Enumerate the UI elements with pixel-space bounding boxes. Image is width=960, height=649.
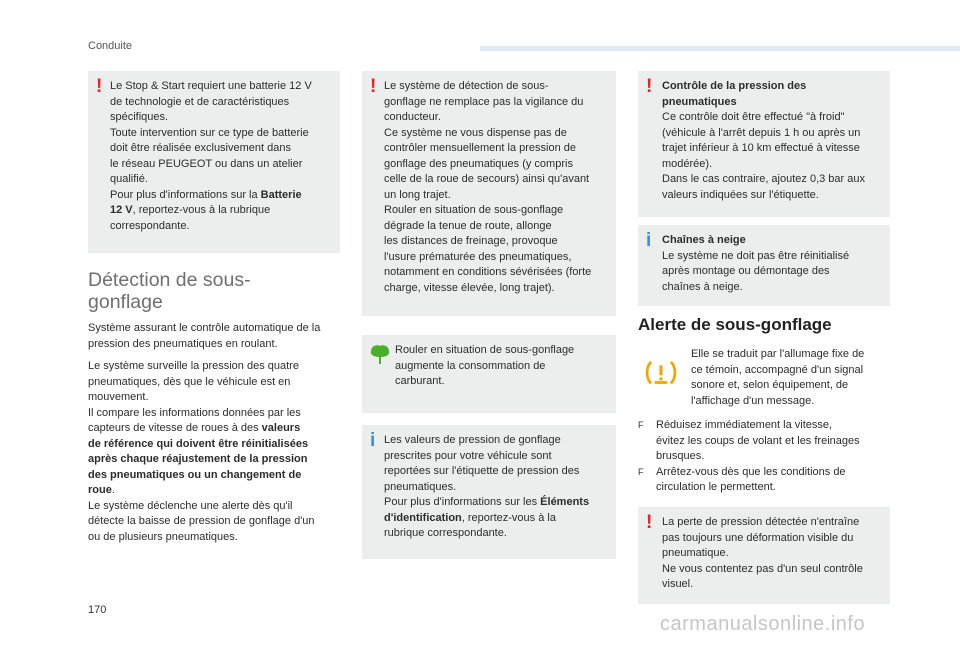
info-box-values (362, 425, 616, 559)
text-line: Rouler en situation de sous-gonflage (384, 204, 564, 216)
text-line: Ce contrôle doit être effectué "à froid" (662, 111, 845, 123)
text-line: Le Stop & Start requiert une batterie 12 V (110, 80, 312, 92)
text-line: Pour plus d'informations sur la Batterie (110, 188, 302, 201)
tpms-warning-icon (643, 359, 679, 388)
warning-icon: ! (646, 76, 653, 97)
text-line: pas toujours une déformation visible du (662, 531, 854, 544)
text-line: les distances de freinage, provoque (384, 235, 558, 247)
text-line: reportées sur l'étiquette de pression des (384, 465, 580, 477)
bold-ref: 12 V (110, 204, 133, 216)
bold-ref: Batterie (260, 188, 302, 201)
text-line: doit être réalisée exclusivement dans (110, 142, 291, 154)
text-line: charge, vitesse élevée, long trajet). (384, 281, 555, 294)
section-label: Conduite (88, 40, 133, 52)
text-line: un long trajet. (384, 188, 451, 201)
info-icon: i (646, 230, 652, 251)
text-line: l'usure prématurée des pneumatiques, (384, 250, 572, 263)
info-icon: i (370, 430, 376, 451)
text-line: celle de la roue de secours) ainsi qu'avant (384, 173, 590, 185)
text-line: carburant. (395, 375, 445, 387)
text-line: Ce système ne vous dispense pas de (384, 126, 567, 139)
list-item: F Réduisez immédiatement la vitesse, évitez les coups de volant et les freinages brusques. (638, 419, 860, 462)
text-line: Ne vous contentez pas d'un seul contrôle (662, 562, 863, 575)
text-line: après montage ou démontage des (662, 265, 830, 277)
text-line: valeurs indiquées sur l'étiquette. (662, 188, 819, 201)
text-line: gonflage des pneumatiques (y compris (384, 157, 573, 170)
list-item: F Arrêtez-vous dès que les conditions de circulation le permettent. (638, 465, 846, 493)
text-line: spécifiques. (110, 111, 169, 123)
text-line: Toute intervention sur ce type de batterie (110, 126, 309, 139)
text-line: Le système de détection de sous- (384, 80, 549, 92)
intro-text: Système assurant le contrôle automatique de la pression des pneumatiques en roulant. Le système surveille la pression des quatre pneumatiques, dès que le véhicule est en mouvement. Il compare les informations données par les capteurs de vitesse de roues à des valeurs de référence qui doivent être réinitialisées après chaque réajustement de la pression des pneumatiques ou un changement de roue. Le système déclenche une alerte dès qu'il détecte la baisse de pression de gonflage d'un ou de plusieurs pneumatiques. (88, 322, 321, 543)
text-line: gonflage ne remplace pas la vigilance du (384, 95, 584, 108)
text-line: rubrique correspondante. (384, 527, 507, 539)
text-line: Les valeurs de pression de gonflage (384, 434, 561, 446)
eco-leaf-icon (368, 343, 392, 365)
bold-ref: Éléments (540, 496, 590, 508)
text-line: dégrade la tenue de route, allonge (384, 219, 552, 232)
text-line: modérée). (662, 157, 713, 170)
alert-actions-list (638, 418, 890, 496)
section-title: Détection de sous- gonflage (88, 269, 251, 313)
text-line: notamment en conditions sévérisées (forte (384, 266, 592, 278)
box-title: Chaînes à neige (662, 234, 746, 246)
text-line: Pour plus d'informations sur les Éléments (384, 496, 590, 508)
page-number: 170 (88, 604, 107, 616)
eco-box (362, 335, 616, 413)
text-line: pneumatique. (662, 547, 729, 559)
header-bar (480, 46, 960, 51)
box-title: pneumatiques (662, 95, 737, 108)
text-line: le réseau PEUGEOT ou dans un atelier (110, 157, 303, 170)
text-line: prescrites pour votre véhicule sont (384, 449, 552, 462)
text-line: correspondante. (110, 219, 190, 232)
text-line: augmente la consommation de (395, 359, 546, 372)
warning-icon: ! (96, 76, 103, 97)
warning-box-deformation (638, 507, 890, 604)
text-line: contrôler mensuellement la pression de (384, 142, 576, 154)
text-line: pneumatiques. (384, 480, 457, 493)
text-line: (véhicule à l'arrêt depuis 1 h ou après un (662, 126, 861, 139)
watermark: carmanualsonline.info (660, 613, 866, 635)
alert-description: Elle se traduit par l'allumage fixe de ce témoin, accompagné d'un signal sonore et, selon équipement, de l'affichage d'un message. (691, 348, 865, 407)
warning-icon: ! (646, 512, 653, 533)
text-line: conducteur. (384, 111, 441, 123)
text-line: 12 V, reportez-vous à la rubrique (110, 204, 271, 216)
warning-box-stop-start (88, 71, 340, 253)
text-line: La perte de pression détectée n'entraîne (662, 516, 860, 528)
text-line: visuel. (662, 578, 694, 590)
info-box-snow-chains (638, 225, 890, 306)
warning-box-pressure-check (638, 71, 890, 217)
text-line: trajet inférieur à 10 km effectué à vitesse (662, 142, 860, 154)
warning-box-detection (362, 71, 616, 316)
text-line: Le système ne doit pas être réinitialisé (662, 249, 850, 262)
text-line: Dans le cas contraire, ajoutez 0,3 bar aux (662, 173, 866, 185)
text-line: d'identification, reportez-vous à la (384, 511, 556, 524)
text-line: chaînes à neige. (662, 280, 743, 293)
box-title: Contrôle de la pression des (662, 80, 807, 92)
alert-title: Alerte de sous-gonflage (638, 315, 832, 334)
text-line: qualifié. (110, 173, 148, 185)
text-line: Rouler en situation de sous-gonflage (395, 344, 575, 356)
text-line: de technologie et de caractéristiques (110, 95, 290, 108)
warning-icon: ! (370, 76, 377, 97)
bold-ref: d'identification (384, 511, 462, 524)
